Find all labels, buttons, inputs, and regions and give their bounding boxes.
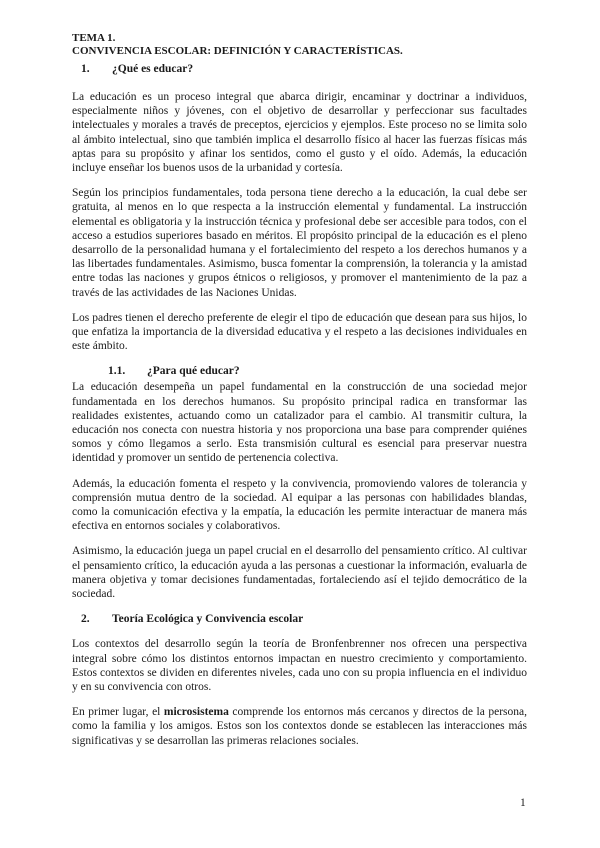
section-1-title: ¿Qué es educar?: [112, 63, 194, 75]
section-1-1-number: 1.1.: [108, 365, 126, 378]
document-title: CONVIVENCIA ESCOLAR: DEFINICIÓN Y CARACTERÍSTICAS.: [72, 45, 403, 57]
section-2-paragraph-2-rest: comprende los entornos más cercanos y directos de la persona, como la familia y los amigos. Estos son los contextos donde se establecen las interacciones más significativas y se desarrollan las primeras relaciones sociales.: [72, 706, 527, 747]
section-1-paragraph-1: La educación es un proceso integral que abarca dirigir, encaminar y doctrinar a individuos, especialmente niños y jóvenes, con el objetivo de desarrollar y perfeccionar sus facultades intelectuales y morales a través de preceptos, ejercicios y ejemplos. Este proceso no se limita solo al ámbito intelectual, sino que también implica el desarrollo físico al hacer las fuerzas físicas más aptas para su propósito y afinar los sentidos, como el gusto y el oído. Además, la educación incluye enseñar los buenos usos de la urbanidad y cortesía.: [72, 91, 527, 175]
section-2-paragraph-1: Los contextos del desarrollo según la teoría de Bronfenbrenner nos ofrecen una perspectiva integral sobre cómo los distintos entornos impactan en nuestro crecimiento y comportamiento. Estos contextos se dividen en diferentes niveles, cada uno con su propia influencia en el individuo y en su convivencia con otros.: [72, 638, 527, 693]
microsistema-term: microsistema: [163, 706, 229, 719]
section-1-1-heading: [72, 364, 527, 378]
section-2-paragraph-2-lead: En primer lugar, el: [72, 706, 164, 719]
section-2-number: 2.: [81, 613, 90, 626]
section-2-paragraph-2: [72, 705, 527, 748]
section-1-1-paragraph-1: La educación desempeña un papel fundamental en la construcción de una sociedad mejor fundamentada en los derechos humanos. Su propósito principal radica en transformar las realidades existentes, actuando como un catalizador para el cambio. Al transmitir cultura, la educación nos conecta con nuestra historia y nos proporciona una base para comprender quiénes somos y cómo llegamos a serlo. Esta transmisión cultural es esencial para preservar nuestra identidad y promover un sentido de pertenencia colectiva.: [72, 381, 527, 465]
document-tema-label: TEMA 1.: [72, 32, 116, 44]
section-1-1-paragraph-3: Asimismo, la educación juega un papel crucial en el desarrollo del pensamiento crítico. Al cultivar el pensamiento crítico, la educación ayuda a las personas a cuestionar la información, evaluarla de manera objetiva y tomar decisiones fundamentadas, fortaleciendo así el tejido democrático de la sociedad.: [72, 545, 527, 601]
section-2-heading: [72, 612, 527, 626]
section-1-paragraph-3: Los padres tienen el derecho preferente de elegir el tipo de educación que desean para sus hijos, lo que enfatiza la importancia de la diversidad educativa y el respeto a las decisiones individuales en este ámbito.: [72, 311, 527, 353]
document-page: [72, 32, 527, 748]
section-1-1-paragraph-2: Además, la educación fomenta el respeto y la convivencia, promoviendo valores de tolerancia y comprensión mutua dentro de la sociedad. Al equipar a las personas con habilidades blandas, como la comunicación efectiva y la empatía, la educación les permite interactuar de manera más efectiva en entornos sociales y colaborativos.: [72, 477, 527, 533]
section-1-paragraph-2: Según los principios fundamentales, toda persona tiene derecho a la educación, la cual debe ser gratuita, al menos en lo que respecta a la instrucción elemental y fundamental. La instrucción elemental es obligatoria y la instrucción técnica y profesional debe ser accesible para todos, con el acceso a estudios superiores basado en méritos. El propósito principal de la educación es el pleno desarrollo de la personalidad humana y el fortalecimiento del respeto a los derechos humanos y a las libertades fundamentales. Asimismo, busca fomentar la comprensión, la tolerancia y la amistad entre todas las naciones y grupos étnicos o religiosos, y promover el mantenimiento de la paz a través de las actividades de las Naciones Unidas.: [72, 187, 527, 299]
section-2-title: Teoría Ecológica y Convivencia escolar: [112, 613, 304, 626]
page-number: 1: [520, 797, 526, 809]
section-1-heading: [72, 62, 527, 76]
section-1-1-title: ¿Para qué educar?: [147, 365, 240, 378]
section-1-number: 1.: [81, 63, 90, 75]
